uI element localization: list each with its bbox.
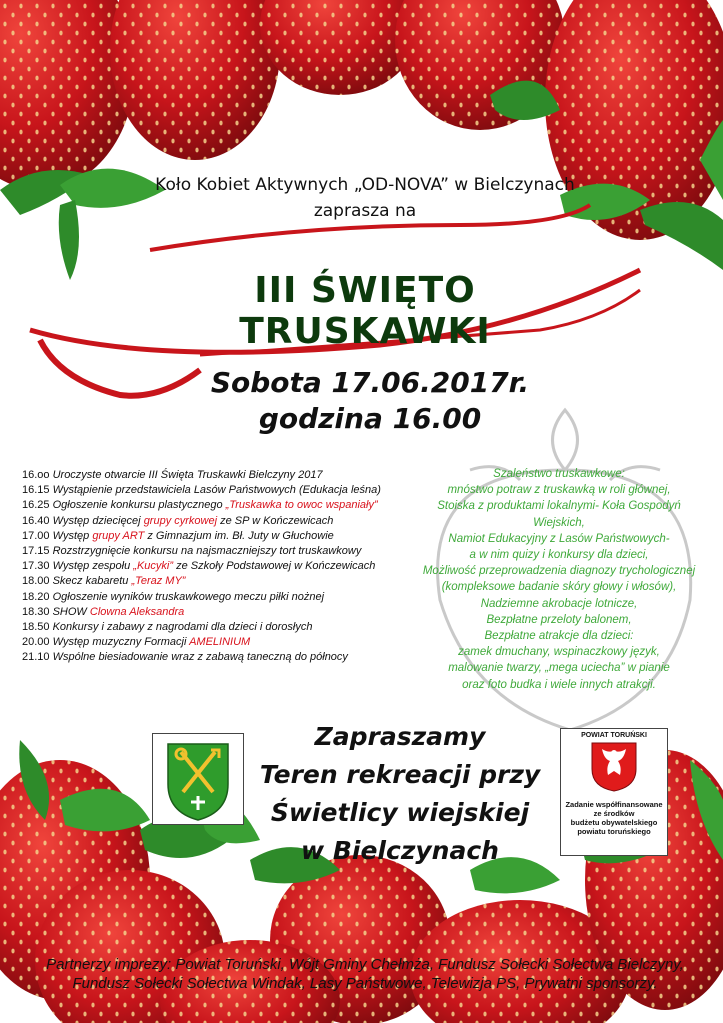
- attraction-line: Stoiska z produktami lokalnymi- Koła Gospodyń Wiejskich,: [437, 500, 681, 529]
- powiat-funding-text: [561, 800, 667, 836]
- program-text: SHOW: [49, 605, 90, 618]
- attraction-line: Bezpłatne atrakcje dla dzieci:: [484, 630, 634, 643]
- attraction-line: oraz foto budka i wiele innych atrakcji.: [462, 678, 656, 691]
- program-text: Wspólne biesiadowanie wraz z zabawą taneczną do północy: [49, 651, 348, 664]
- powiat-header: POWIAT TORUŃSKI: [581, 732, 647, 739]
- event-date: Sobota 17.06.2017r.: [210, 366, 530, 399]
- attraction-line: Szaleństwo truskawkowe:: [493, 468, 625, 480]
- program-text: Ogłoszenie konkursu plastycznego: [49, 499, 226, 512]
- organizer-invites: zaprasza na: [313, 201, 417, 221]
- top-strawberries-image: [0, 0, 723, 280]
- program-highlight: „Truskawka to owoc wspaniały”: [225, 499, 378, 512]
- organizer-text: [130, 172, 600, 224]
- partners-text: [40, 955, 690, 993]
- program-text: Konkursy i zabawy z nagrodami dla dzieci i dorosłych: [49, 621, 313, 634]
- bielczyny-crest-logo: [152, 733, 244, 825]
- program-time: 17.00: [22, 529, 50, 542]
- attraction-line: Namiot Edukacyjny z Lasów Państwowych-: [448, 532, 670, 545]
- invite-line-2: Teren rekreacji przy: [259, 760, 541, 789]
- attraction-line: mnóstwo potraw z truskawką w roli głównej,: [447, 484, 671, 497]
- program-row: [22, 468, 462, 483]
- powiat-line-3: budżetu obywatelskiego: [570, 818, 658, 827]
- event-time: godzina 16.00: [258, 402, 482, 435]
- attraction-line: Nadziemne akrobacje lotnicze,: [480, 597, 638, 610]
- program-time: 18.30: [22, 605, 50, 618]
- program-time: 16.40: [22, 514, 50, 527]
- program-highlight: grupy ART: [92, 529, 145, 542]
- invite-line-4: w Bielczynach: [301, 836, 499, 865]
- program-row: [22, 635, 462, 650]
- eagle-shield-icon: [584, 739, 644, 793]
- program-row: [22, 650, 462, 665]
- event-date-time: [200, 365, 540, 437]
- attraction-line: a w nim quizy i konkursy dla dzieci,: [469, 549, 649, 562]
- invite-line-3: Świetlicy wiejskiej: [270, 798, 530, 827]
- program-text: Występ muzyczny Formacji: [49, 636, 190, 649]
- program-text: Występ dziecięcej: [49, 514, 144, 527]
- program-list: [22, 468, 462, 666]
- attraction-line: Bezpłatne przeloty balonem,: [486, 613, 632, 626]
- program-time: 17.30: [22, 560, 50, 573]
- program-row: [22, 590, 462, 605]
- program-text: Występ: [49, 529, 93, 542]
- program-text: Skecz kabaretu: [49, 575, 132, 588]
- program-row: [22, 620, 462, 635]
- program-text-tail: z Gimnazjum im. Bł. Juty w Głuchowie: [144, 529, 334, 542]
- event-title: III ŚWIĘTO TRUSKAWKI: [239, 270, 491, 352]
- program-text: Rozstrzygnięcie konkursu na najsmaczniejszy tort truskawkowy: [49, 545, 362, 558]
- program-time: 21.10: [22, 651, 50, 664]
- program-row: [22, 529, 462, 544]
- invite-text: [240, 718, 560, 870]
- program-row: [22, 574, 462, 589]
- program-text: Uroczyste otwarcie III Święta Truskawki Bielczyny 2017: [49, 469, 323, 481]
- program-row: [22, 498, 462, 513]
- partners-line-1: Partnerzy imprezy: Powiat Toruński, Wójt Gminy Chełmża, Fundusz Sołecki Sołectwa Bielczyny,: [46, 956, 684, 973]
- program-time: 17.15: [22, 545, 50, 558]
- organizer-name: Koło Kobiet Aktywnych „OD-NOVA” w Bielczynach: [155, 175, 575, 195]
- program-highlight: Clowna Aleksandra: [89, 605, 185, 618]
- attraction-line: Możliwość przeprowadzenia diagnozy trychologicznej: [422, 565, 696, 578]
- program-highlight: grupy cyrkowej: [143, 514, 218, 527]
- powiat-line-1: Zadanie współfinansowane: [565, 800, 663, 809]
- program-time: 16.25: [22, 499, 50, 512]
- program-highlight: „Kucyki”: [133, 560, 174, 573]
- program-highlight: AMELINIUM: [189, 636, 251, 649]
- program-row: [22, 514, 462, 529]
- attraction-line: malowanie twarzy, „mega uciecha” w pianie: [448, 662, 670, 675]
- program-time: 16.15: [22, 484, 50, 497]
- program-time: 20.00: [22, 636, 50, 649]
- powiat-line-4: powiatu toruńskiego: [577, 827, 651, 836]
- powiat-line-2: ze środków: [593, 809, 635, 818]
- program-row: [22, 605, 462, 620]
- program-time: 16.oo: [22, 469, 50, 481]
- attraction-line: (kompleksowe badanie skóry głowy i włosów),: [441, 581, 677, 594]
- invite-line-1: Zapraszamy: [314, 722, 486, 751]
- program-text: Ogłoszenie wyników truskawkowego meczu piłki nożnej: [49, 590, 325, 603]
- program-time: 18.50: [22, 621, 50, 634]
- program-text-tail: ze SP w Kończewicach: [217, 514, 334, 527]
- powiat-torunski-logo: [560, 728, 668, 856]
- attractions-list: [420, 466, 698, 693]
- program-text-tail: ze Szkoły Podstawowej w Kończewicach: [173, 560, 376, 573]
- program-text: Wystąpienie przedstawiciela Lasów Państwowych (Edukacja leśna): [49, 484, 381, 497]
- program-time: 18.20: [22, 590, 50, 603]
- crest-icon: [153, 734, 243, 824]
- attraction-line: zamek dmuchany, wspinaczkowy język,: [458, 646, 660, 659]
- partners-line-2: Fundusz Sołecki Sołectwa Windak, Lasy Państwowe, Telewizja PS, Prywatni sponsorzy.: [72, 975, 658, 992]
- program-text: Występ zespołu: [49, 560, 134, 573]
- program-row: [22, 544, 462, 559]
- program-time: 18.00: [22, 575, 50, 588]
- program-highlight: „Teraz MY”: [131, 575, 186, 588]
- program-row: [22, 483, 462, 498]
- program-row: [22, 559, 462, 574]
